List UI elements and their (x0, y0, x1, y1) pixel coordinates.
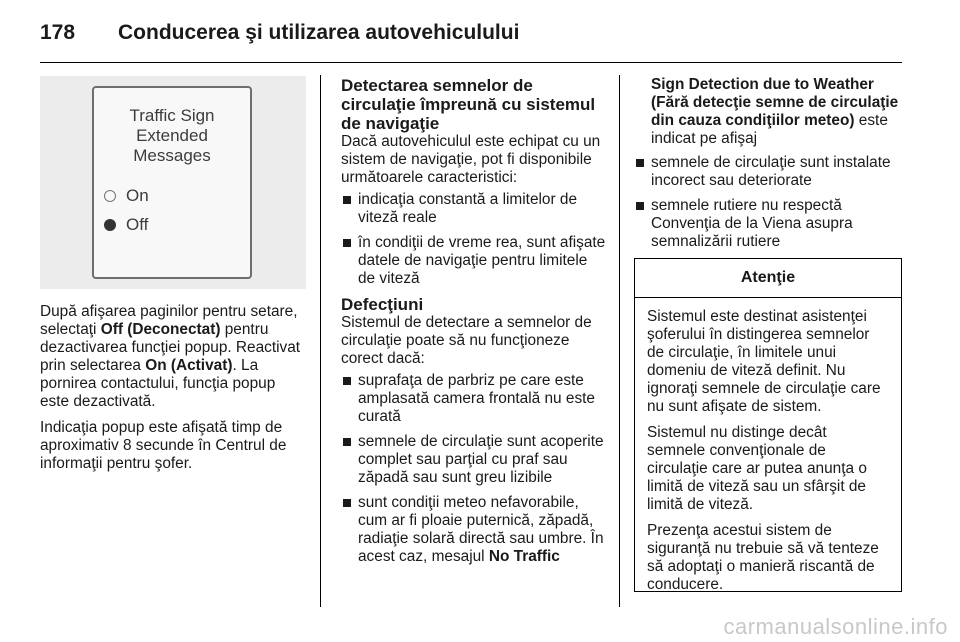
heading-navigation: Detectarea semnelor de circulaţie împreună cu sistemul de navigaţie (341, 76, 596, 133)
warning-paragraph: Prezenţa acestui sistem de siguranţă nu trebuie să vă tenteze să adoptaţi o manieră riscantă de conducere. (647, 522, 879, 593)
radio-selected-icon (104, 219, 116, 231)
column-2 (341, 76, 607, 573)
list-item: semnele rutiere nu respectă Convenţia de la Viena asupra semnalizării rutiere (634, 197, 902, 251)
bullet-icon (343, 239, 351, 247)
warning-body (635, 298, 901, 594)
screen-title: Traffic Sign Extended Messages (129, 106, 215, 165)
screen-option-on: On (104, 186, 149, 206)
paragraph-weather-message: Sign Detection due to Weather (Fără detecţie semne de circulaţie din cauza condiţiilor meteo) este indicat pe afişaj (651, 76, 899, 147)
bullet-icon (343, 438, 351, 446)
header-rule (40, 62, 902, 63)
list-item: indicaţia constantă a limitelor de viteză reale (341, 191, 607, 227)
list-item: sunt condiţii meteo nefavorabile, cum ar fi ploaie puternică, zăpadă, radiaţie solară directă sau umbre. În acest caz, mesajul No Traffic (341, 494, 607, 566)
screen-option-off: Off (104, 215, 148, 235)
paragraph-popup-duration: Indicaţia popup este afişată timp de aproximativ 8 secunde în Centrul de informaţii pentru şofer. (40, 419, 287, 472)
column-divider-2 (619, 75, 620, 607)
list-item: în condiţii de vreme rea, sunt afişate datele de navigaţie pentru limitele de viteză (341, 234, 607, 288)
bullet-icon (636, 202, 644, 210)
list-navigation-features (341, 191, 607, 288)
bullet-icon (343, 377, 351, 385)
paragraph-navigation-intro: Dacă autovehiculul este echipat cu un sistem de navigaţie, pot fi disponibile următoarele caracteristici: (341, 133, 601, 186)
display-screen (92, 86, 252, 279)
column-1 (40, 76, 306, 481)
bullet-icon (343, 499, 351, 507)
paragraph-faults-intro: Sistemul de detectare a semnelor de circulaţie poate să nu funcţioneze corect dacă: (341, 314, 592, 367)
warning-paragraph: Sistemul este destinat asistenţei şoferului în distingerea semnelor de circulaţie, în limitele unui domeniu de viteză definit. Nu ignoraţi semnele de circulaţie care nu sunt afişate de sistem. (647, 308, 881, 415)
warning-box (634, 258, 902, 592)
watermark: carmanualsonline.info (723, 614, 948, 639)
chapter-title: Conducerea şi utilizarea autovehiculului (118, 21, 520, 44)
warning-paragraph: Sistemul nu distinge decât semnele convenţionale de circulaţie care ar putea anunţa o limită de viteză sau un sfârşit de limită de viteză. (647, 424, 867, 513)
list-item: suprafaţa de parbriz pe care este amplasată camera frontală nu este curată (341, 372, 607, 426)
display-illustration (40, 76, 306, 289)
list-item: semnele de circulaţie sunt instalate incorect sau deteriorate (634, 154, 902, 190)
list-sign-issues (634, 154, 902, 251)
bullet-icon (343, 196, 351, 204)
column-divider-1 (320, 75, 321, 607)
bullet-icon (636, 159, 644, 167)
heading-faults: Defecţiuni (341, 295, 424, 314)
radio-off-icon (104, 190, 116, 202)
column-3 (634, 76, 902, 592)
page-number: 178 (40, 21, 76, 44)
page-header (40, 16, 519, 50)
list-faults (341, 372, 607, 566)
warning-title: Atenţie (635, 259, 901, 298)
list-item: semnele de circulaţie sunt acoperite complet sau parţial cu praf sau zăpadă sau sunt greu lizibile (341, 433, 607, 487)
paragraph-settings: După afişarea paginilor pentru setare, selectaţi Off (Deconectat) pentru dezactivarea funcţiei popup. Reactivat prin selectarea On (Activat). La pornirea contactului, funcţia popup este dezactivată. (40, 303, 301, 410)
